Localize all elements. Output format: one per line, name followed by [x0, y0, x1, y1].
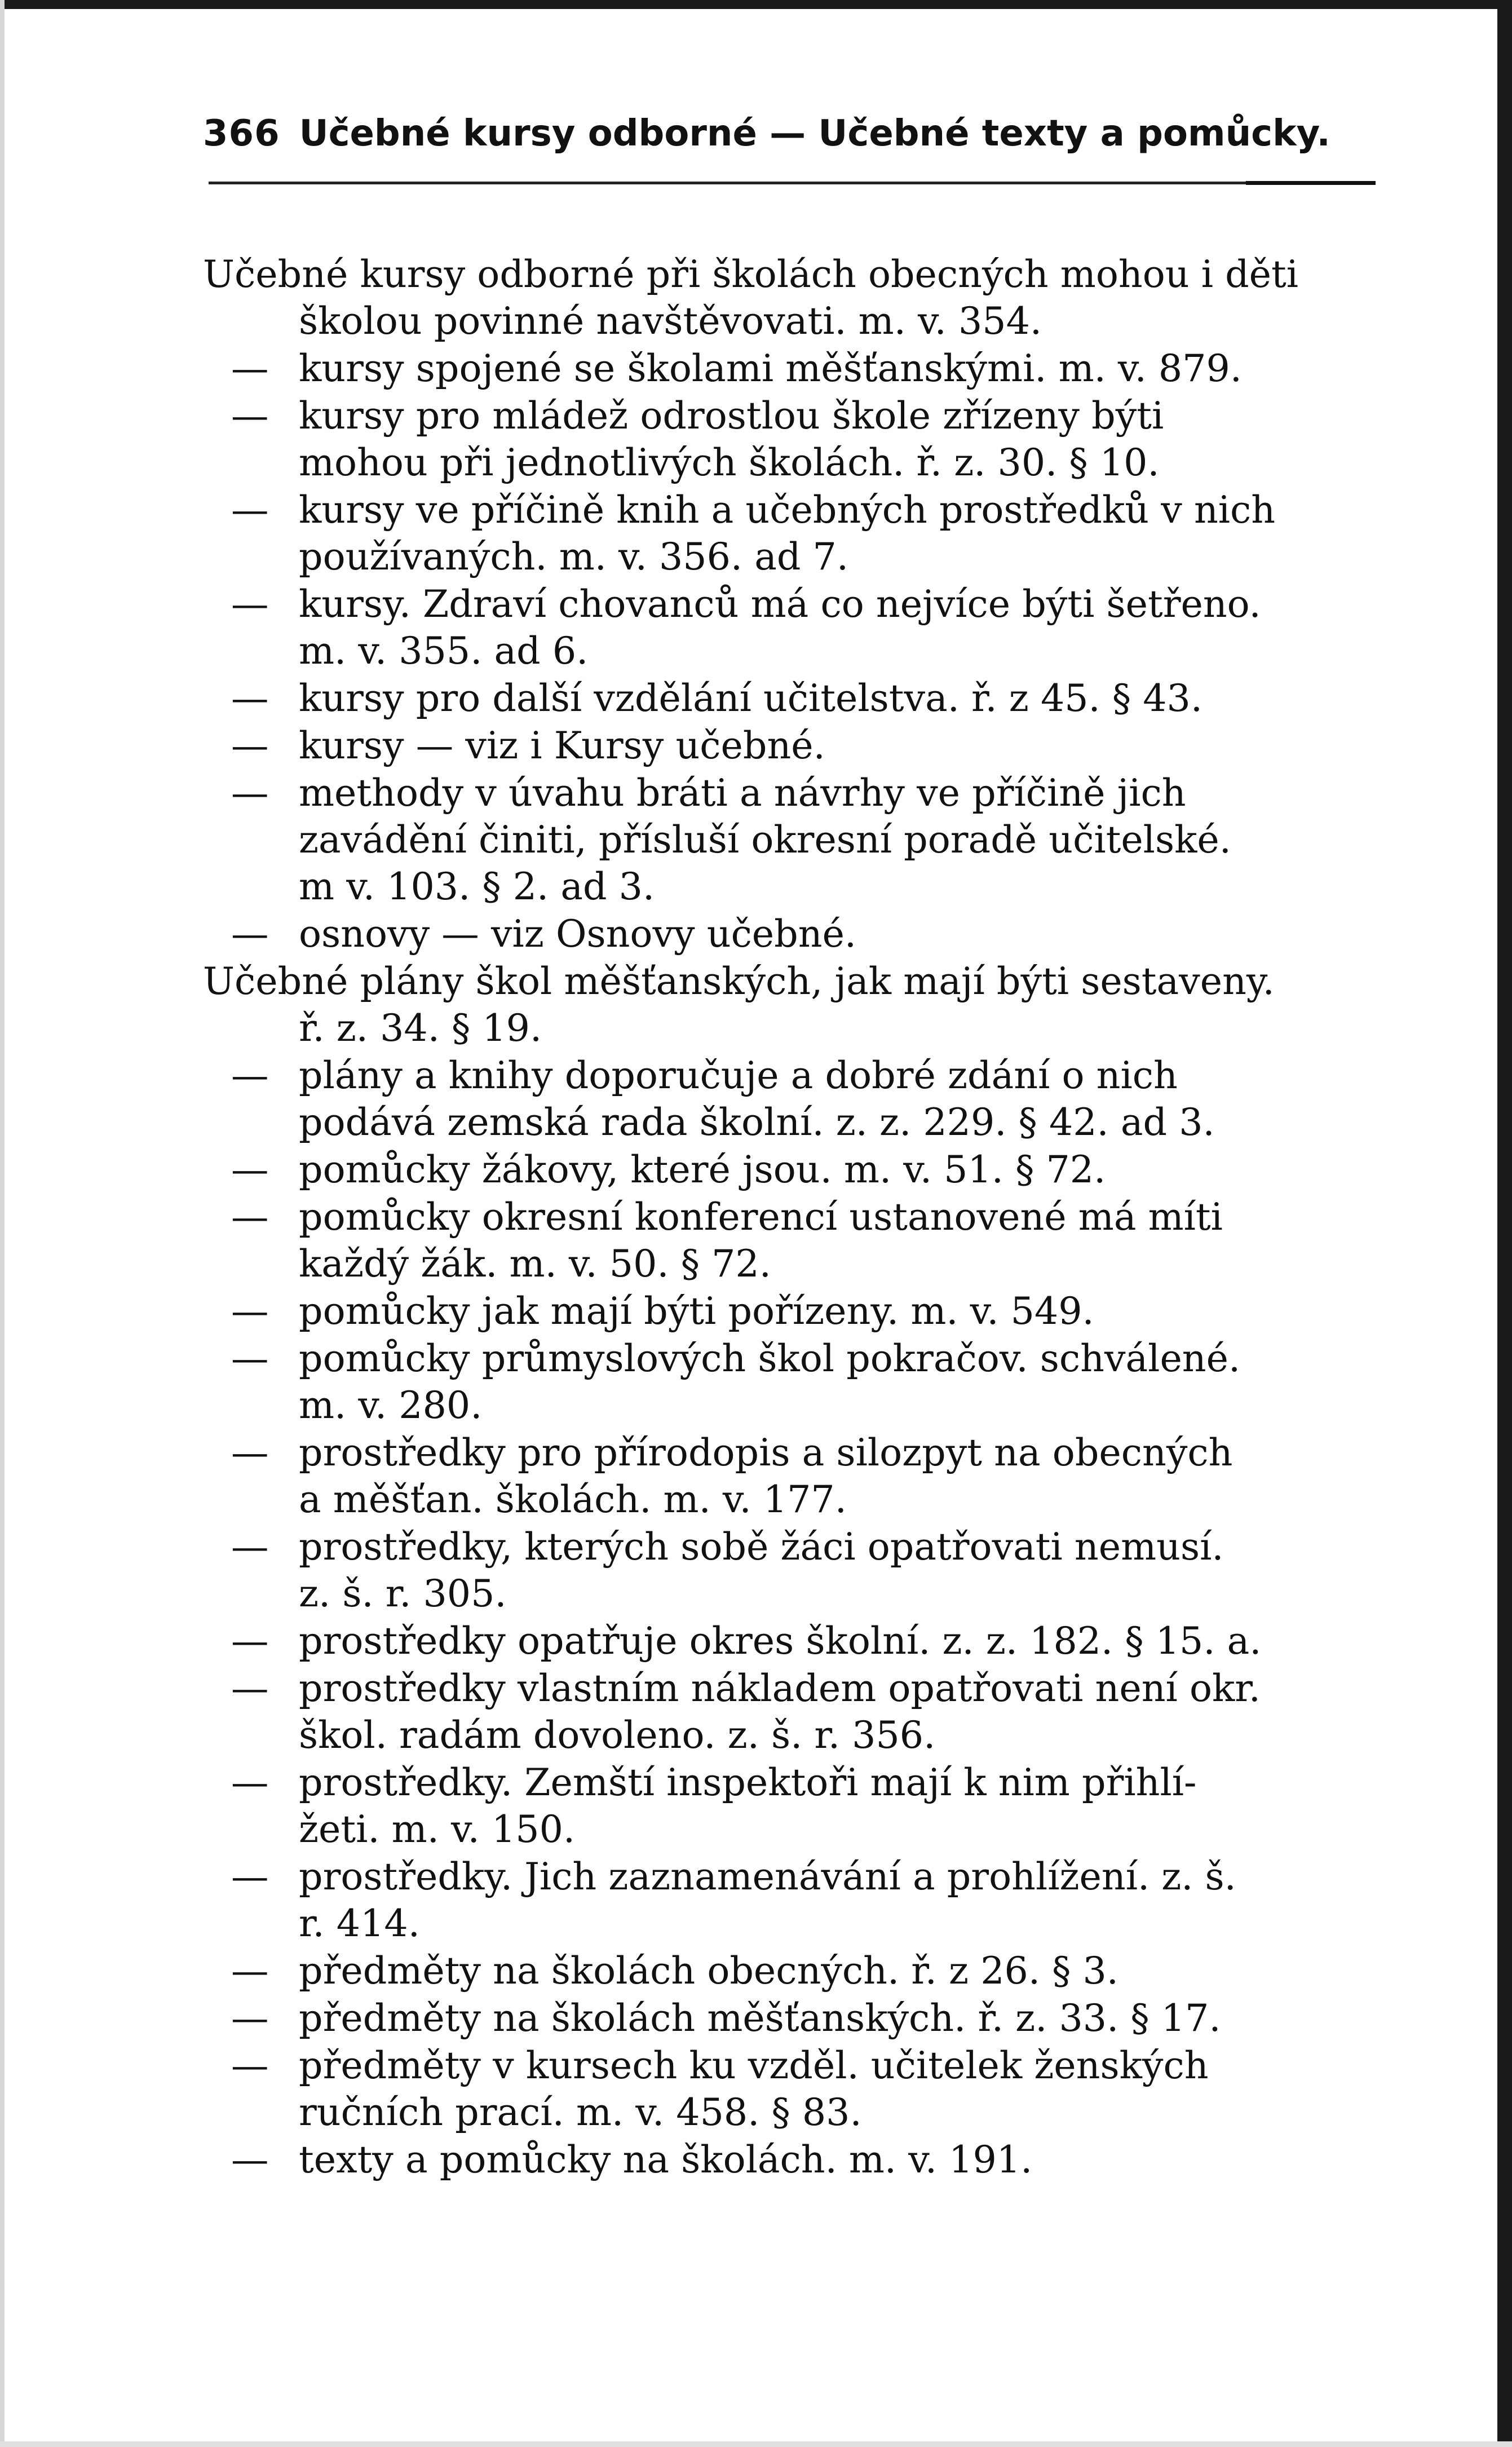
entry-line: prostředky. Jich zaznamenávání a prohlížení. z. š. [299, 1854, 1236, 1898]
entry-line: kursy spojené se školami měšťanskými. m. v. 879. [299, 346, 1242, 390]
index-subentry [203, 911, 1387, 957]
subentry-dash: — [231, 1854, 269, 1898]
subentry-dash: — [231, 346, 269, 390]
entry-line: pomůcky průmyslových škol pokračov. schválené. [299, 1336, 1241, 1380]
subentry-dash: — [231, 771, 269, 815]
index-entry-main [203, 251, 1387, 344]
index-subentry [203, 392, 1387, 486]
entry-line: pomůcky okresní konferencí ustanovené má míti [299, 1195, 1223, 1239]
entry-line: pomůcky žákovy, které jsou. m. v. 51. § 72. [299, 1147, 1106, 1191]
subentry-dash: — [231, 1996, 269, 2040]
entry-line: každý žák. m. v. 50. § 72. [299, 1242, 771, 1286]
subentry-dash: — [231, 676, 269, 720]
index-subentry [203, 1523, 1387, 1617]
entry-line: školou povinné navštěvovati. m. v. 354. [299, 299, 1042, 343]
index-entries [203, 251, 1387, 2184]
index-subentry [203, 487, 1387, 580]
entry-line: Učebné kursy odborné při školách obecných mohou i děti [203, 252, 1299, 296]
entry-line: plány a knihy doporučuje a dobré zdání o nich [299, 1053, 1178, 1097]
index-subentry [203, 1288, 1387, 1335]
entry-line: texty a pomůcky na školách. m. v. 191. [299, 2137, 1033, 2181]
subentry-dash: — [231, 1525, 269, 1569]
entry-line: ručních prací. m. v. 458. § 83. [299, 2090, 862, 2134]
subentry-dash: — [231, 1760, 269, 1804]
entry-line: osnovy — viz Osnovy učebné. [299, 912, 857, 956]
index-subentry [203, 2136, 1387, 2183]
scan-edge-left [0, 0, 5, 2447]
entry-line: Učebné plány škol měšťanských, jak mají býti sestaveny. [203, 959, 1275, 1003]
subentry-dash: — [231, 488, 269, 532]
header-rule [209, 182, 1376, 184]
index-subentry [203, 675, 1387, 722]
entry-line: škol. radám dovoleno. z. š. r. 356. [299, 1713, 936, 1757]
subentry-dash: — [231, 723, 269, 767]
entry-line: kursy — viz i Kursy učebné. [299, 723, 825, 767]
entry-line: r. 414. [299, 1901, 420, 1945]
entry-line: zavádění činiti, přísluší okresní poradě učitelské. [299, 818, 1231, 862]
entry-line: předměty na školách měšťanských. ř. z. 33. § 17. [299, 1996, 1221, 2040]
index-subentry [203, 1665, 1387, 1759]
subentry-dash: — [231, 1949, 269, 1993]
subentry-dash: — [231, 1666, 269, 1710]
scan-edge-right [1497, 0, 1512, 2447]
entry-line: a měšťan. školách. m. v. 177. [299, 1477, 847, 1521]
subentry-dash: — [231, 2137, 269, 2181]
entry-line: ř. z. 34. § 19. [299, 1006, 542, 1050]
entry-line: předměty v kursech ku vzděl. učitelek ženských [299, 2043, 1209, 2087]
index-subentry [203, 345, 1387, 392]
entry-line: žeti. m. v. 150. [299, 1807, 576, 1851]
subentry-dash: — [231, 1195, 269, 1239]
entry-line: prostředky. Zemští inspektoři mají k nim přihlí- [299, 1760, 1197, 1804]
index-subentry [203, 1947, 1387, 1994]
index-subentry [203, 1335, 1387, 1429]
index-subentry [203, 581, 1387, 674]
subentry-dash: — [231, 1053, 269, 1097]
subentry-dash: — [231, 1336, 269, 1380]
index-subentry [203, 1853, 1387, 1947]
header-rule-accent [1246, 181, 1376, 185]
subentry-dash: — [231, 2043, 269, 2087]
running-title: Učebné kursy odborné — Učebné texty a pomůcky. [299, 113, 1330, 154]
scan-edge-top [0, 0, 1512, 9]
entry-line: prostředky pro přírodopis a silozpyt na obecných [299, 1430, 1233, 1474]
index-subentry [203, 1995, 1387, 2042]
entry-line: z. š. r. 305. [299, 1571, 507, 1615]
subentry-dash: — [231, 1289, 269, 1333]
entry-line: methody v úvahu bráti a návrhy ve příčině jich [299, 771, 1186, 815]
index-subentry [203, 1429, 1387, 1523]
entry-line: prostředky, kterých sobě žáci opatřovati nemusí. [299, 1525, 1224, 1569]
subentry-dash: — [231, 1619, 269, 1663]
entry-line: mohou při jednotlivých školách. ř. z. 30. § 10. [299, 440, 1160, 484]
index-subentry [203, 770, 1387, 910]
subentry-dash: — [231, 582, 269, 626]
scan-edge-bottom [0, 2441, 1512, 2447]
entry-line: prostředky vlastním nákladem opatřovati není okr. [299, 1666, 1261, 1710]
entry-line: podává zemská rada školní. z. z. 229. § 42. ad 3. [299, 1100, 1215, 1144]
index-entry-main [203, 958, 1387, 1052]
entry-line: kursy. Zdraví chovanců má co nejvíce býti šetřeno. [299, 582, 1261, 626]
index-subentry [203, 1146, 1387, 1193]
entry-line: m. v. 355. ad 6. [299, 629, 589, 673]
entry-line: předměty na školách obecných. ř. z 26. § 3. [299, 1949, 1118, 1993]
book-page [203, 113, 1387, 2181]
index-subentry [203, 722, 1387, 769]
index-subentry [203, 1052, 1387, 1146]
subentry-dash: — [231, 394, 269, 438]
running-header [203, 113, 1387, 175]
entry-line: m v. 103. § 2. ad 3. [299, 864, 655, 908]
index-subentry [203, 1759, 1387, 1853]
index-subentry [203, 1618, 1387, 1664]
entry-line: kursy pro další vzdělání učitelstva. ř. z 45. § 43. [299, 676, 1202, 720]
entry-line: používaných. m. v. 356. ad 7. [299, 535, 848, 578]
subentry-dash: — [231, 1147, 269, 1191]
entry-line: m. v. 280. [299, 1383, 483, 1427]
subentry-dash: — [231, 912, 269, 956]
index-subentry [203, 1194, 1387, 1287]
entry-line: kursy pro mládež odrostlou škole zřízeny býti [299, 394, 1164, 438]
index-subentry [203, 2042, 1387, 2136]
entry-line: kursy ve příčině knih a učebných prostředků v nich [299, 488, 1276, 532]
subentry-dash: — [231, 1430, 269, 1474]
entry-line: prostředky opatřuje okres školní. z. z. 182. § 15. a. [299, 1619, 1262, 1663]
entry-line: pomůcky jak mají býti pořízeny. m. v. 549. [299, 1289, 1094, 1333]
page-number: 366 [203, 113, 280, 154]
